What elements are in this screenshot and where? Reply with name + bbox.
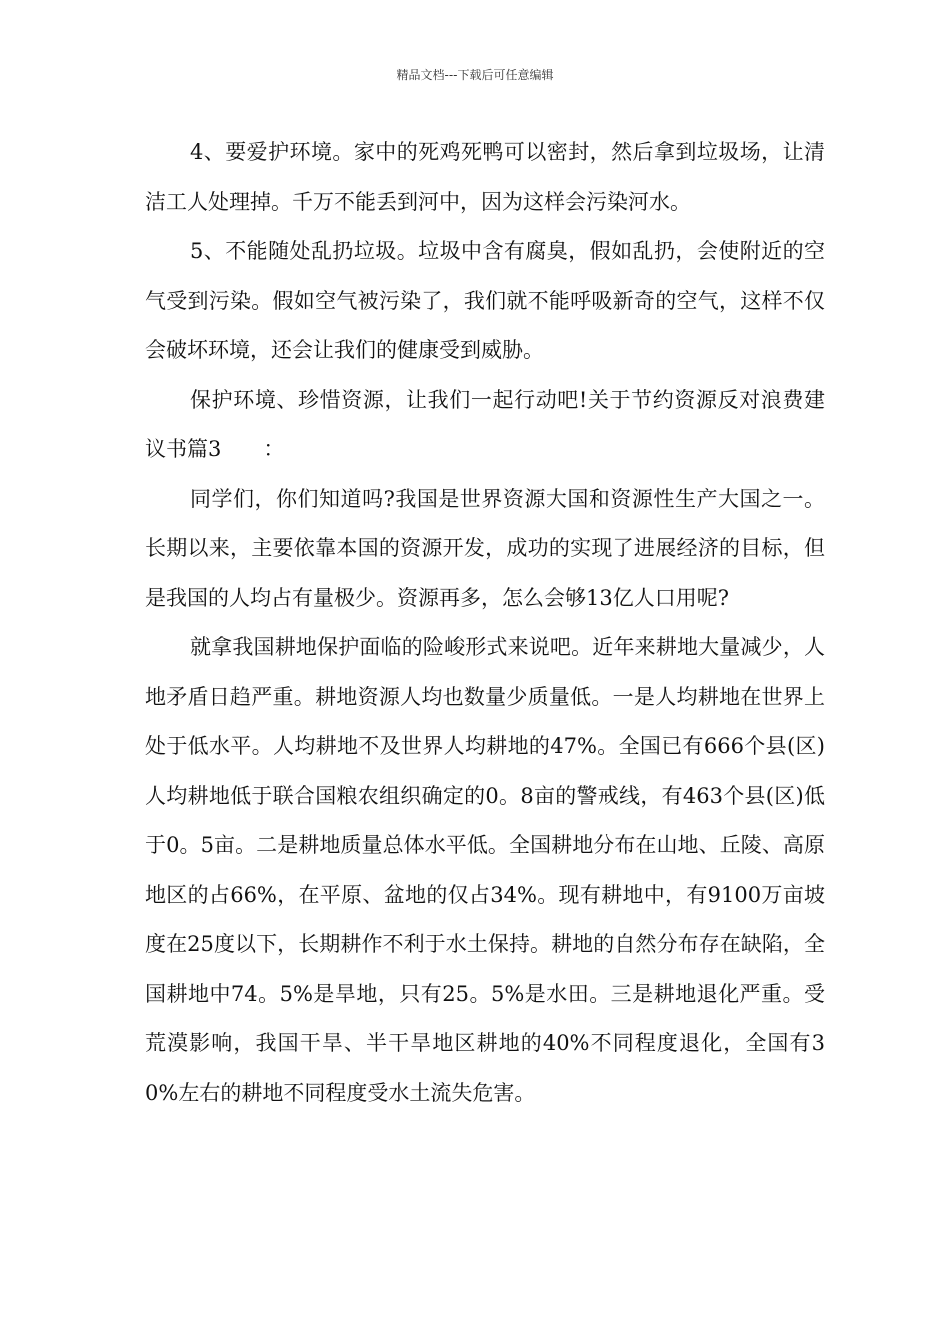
paragraph-1: 4、要爱护环境。家中的死鸡死鸭可以密封，然后拿到垃圾场，让清洁工人处理掉。千万不能丢到河中，因为这样会污染河水。	[145, 140, 825, 214]
paragraph-2: 5、不能随处乱扔垃圾。垃圾中含有腐臭，假如乱扔，会使附近的空气受到污染。假如空气被污染了，我们就不能呼吸新奇的空气，这样不仅会破坏环境，还会让我们的健康受到威胁。	[145, 239, 825, 362]
paragraph-5: 就拿我国耕地保护面临的险峻形式来说吧。近年来耕地大量减少，人地矛盾日趋严重。耕地资源人均也数量少质量低。一是人均耕地在世界上处于低水平。人均耕地不及世界人均耕地的47%。全国已有666个县(区)人均耕地低于联合国粮农组织确定的0。8亩的警戒线，有463个县(区)低于0。5亩。二是耕地质量总体水平低。全国耕地分布在山地、丘陵、高原地区的占66%，在平原、盆地的仅占34%。现有耕地中，有9100万亩坡度在25度以下，长期耕作不利于水土保持。耕地的自然分布存在缺陷，全国耕地中74。5%是旱地，只有25。5%是水田。三是耕地退化严重。受荒漠影响，我国干旱、半干旱地区耕地的40%不同程度退化，全国有30%左右的耕地不同程度受水土流失危害。	[145, 635, 825, 1105]
page-header: 精品文档---下载后可任意编辑	[396, 68, 554, 82]
paragraph-3: 保护环境、珍惜资源，让我们一起行动吧!关于节约资源反对浪费建议书篇3 ：	[145, 387, 825, 461]
document-body	[145, 128, 825, 1118]
paragraph-4: 同学们，你们知道吗?我国是世界资源大国和资源性生产大国之一。长期以来，主要依靠本国的资源开发，成功的实现了进展经济的目标，但是我国的人均占有量极少。资源再多，怎么会够13亿人口用呢?	[145, 486, 825, 610]
